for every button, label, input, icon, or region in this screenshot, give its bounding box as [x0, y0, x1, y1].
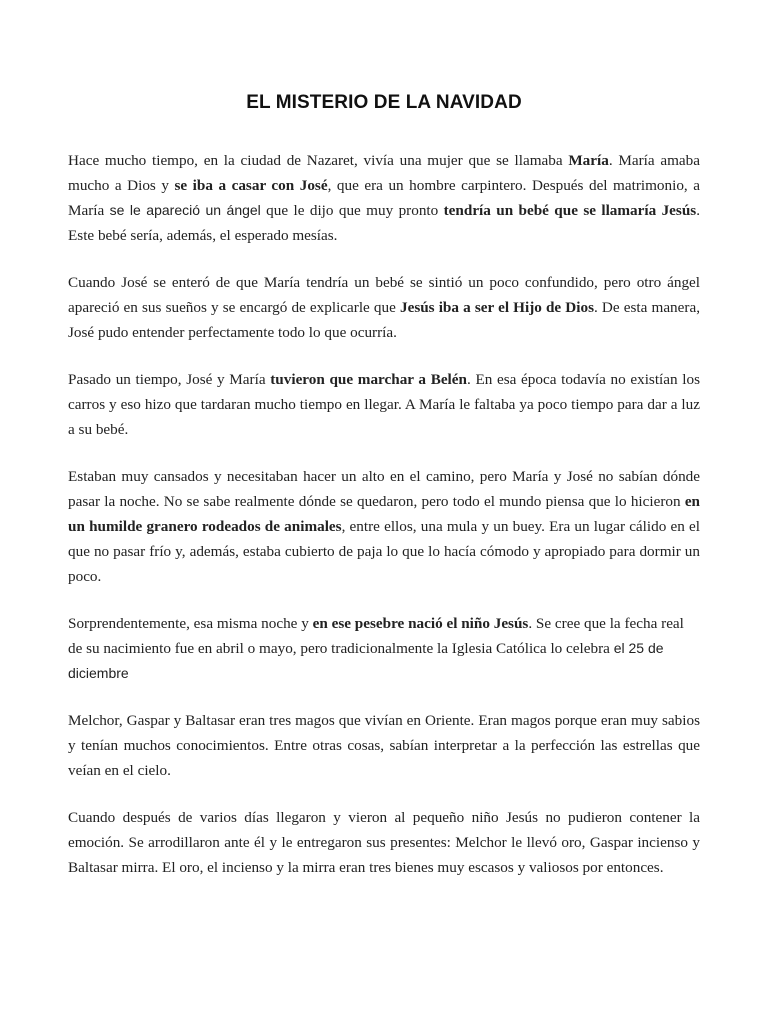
- sans-run: el 25 de diciembre: [68, 640, 664, 681]
- paragraph-6: [68, 708, 700, 783]
- text-run: Estaban muy cansados y necesitaban hacer un alto en el camino, pero María y José no sabían dónde pasar la noche. No se sabe realmente dónde se quedaron, pero todo el mundo piensa que lo hicieron: [68, 468, 700, 510]
- page-title: EL MISTERIO DE LA NAVIDAD: [246, 92, 522, 113]
- text-run: Hace mucho tiempo, en la ciudad de Nazaret, vivía una mujer que se llamaba: [68, 152, 569, 169]
- text-run: . En esa época todavía no existían los carros y eso hizo que tardaran mucho tiempo en llegar. A María le faltaba ya poco tiempo para dar a luz a su bebé.: [68, 371, 700, 438]
- text-run: , entre ellos, una mula y un buey. Era un lugar cálido en el que no pasar frío y, además, estaba cubierto de paja lo que lo hacía cómodo y apropiado para dormir un poco.: [68, 518, 700, 585]
- text-run: . María amaba mucho a Dios y: [68, 152, 700, 194]
- sans-run: se le apareció un ángel: [109, 202, 261, 218]
- text-run: . Se cree que la fecha real de su nacimiento fue en abril o mayo, pero tradicionalmente la Iglesia Católica lo celebra: [68, 615, 684, 657]
- paragraph-7: [68, 805, 700, 880]
- paragraph-4: [68, 464, 700, 589]
- text-run: Pasado un tiempo, José y María: [68, 371, 271, 388]
- text-run: que le dijo que muy pronto: [260, 202, 444, 219]
- text-run: . De esta manera, José pudo entender perfectamente todo lo que ocurría.: [68, 299, 700, 341]
- paragraph-5: [68, 611, 700, 686]
- text-run: Cuando después de varios días llegaron y vieron al pequeño niño Jesús no pudieron contener la emoción. Se arrodillaron ante él y le entregaron sus presentes: Melchor le llevó oro, Gaspar incienso y Baltasar mirra. El oro, el incienso y la mirra eran tres bienes muy escasos y valiosos por entonces.: [68, 809, 700, 876]
- text-run: Cuando José se enteró de que María tendría un bebé se sintió un poco confundido, pero otro ángel apareció en sus sueños y se encargó de explicarle que: [68, 274, 700, 316]
- bold-run: María: [568, 152, 609, 169]
- paragraph-3: [68, 367, 700, 442]
- paragraph-1: [68, 148, 700, 248]
- bold-run: en ese pesebre nació el niño Jesús: [312, 615, 529, 632]
- text-run: Melchor, Gaspar y Baltasar eran tres magos que vivían en Oriente. Eran magos porque eran muy sabios y tenían muchos conocimientos. Entre otras cosas, sabían interpretar a la perfección las estrellas que veían en el cielo.: [68, 712, 700, 779]
- text-run: . Este bebé sería, además, el esperado mesías.: [68, 202, 700, 244]
- bold-run: tendría un bebé que se llamaría Jesús: [443, 202, 697, 219]
- bold-run: tuvieron que marchar a Belén: [270, 371, 467, 388]
- bold-run: se iba a casar con José: [174, 177, 328, 194]
- bold-run: en un humilde granero rodeados de animales: [68, 493, 700, 535]
- paragraph-2: [68, 270, 700, 345]
- text-run: Sorprendentemente, esa misma noche y: [68, 615, 313, 632]
- text-run: , que era un hombre carpintero. Después del matrimonio, a María: [68, 177, 700, 219]
- bold-run: Jesús iba a ser el Hijo de Dios: [399, 299, 594, 316]
